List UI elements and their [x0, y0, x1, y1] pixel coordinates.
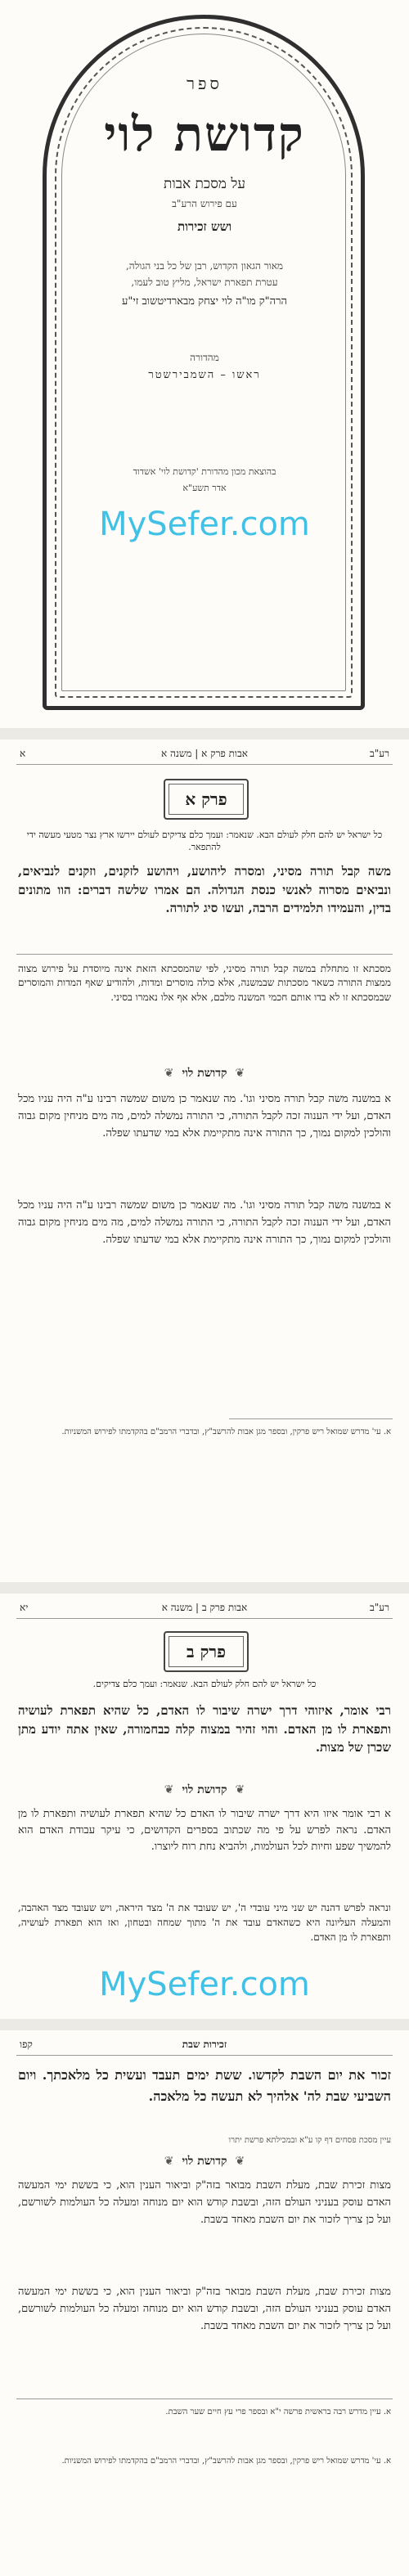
footnote-rule: [16, 2398, 393, 2399]
watermark-middle: MySefer.com: [99, 1966, 310, 2003]
subtitle-1: על מסכת אבות: [164, 176, 245, 192]
header-right: רע"ב: [370, 748, 389, 759]
header-rule: [16, 764, 393, 765]
mishna-text: רבי אומר, איזוהי דרך ישרה שיבור לו האדם, כל שהיא תפארת לעושיה ותפארת לו מן האדם. והוי זהיר במצוה קלה כבחמורה, שאין אתה יודע מתן שכרן של מצות.: [18, 1703, 391, 1755]
page-zechirat-shabbat: [0, 2030, 409, 2576]
mishna-text: זכור את יום השבת לקדשו. ששת ימים תעבד ועשית כל מלאכתך. ויום השביעי שבת לה' אלהיך לא תעשה כל מלאכה.: [18, 2067, 391, 2104]
footnote: א. עיין מדרש רבה בראשית פרשה י"א ובספר פרי עץ חיים שער השבת.: [165, 2407, 391, 2416]
page-avot-chapter-1: [0, 740, 409, 1582]
footnote-continued: א. עי' מדרש שמואל ריש פרקין, ובספר מגן אבות להרשב"ץ, ובדברי הרמב"ם בהקדמתו לפירוש המשניות.: [61, 2457, 391, 2466]
title-page: [0, 0, 409, 728]
intro-verse: כל ישראל יש להם חלק לעולם הבא. שנאמר: ועמך כלם צדיקים.: [92, 1679, 317, 1689]
watermark-top: MySefer.com: [99, 506, 310, 543]
mishna-text: משה קבל תורה מסיני, ומסרה ליהושע, ויהושע לזקנים, וזקנים לנביאים, ונביאים מסרוה לאנשי כנסת הגדולה. הם אמרו שלשה דברים: הוו מתונים בדין, והעמידו תלמידים הרבה, ועשו סיג לתורה.: [18, 864, 391, 915]
author-line-3: הרה"ק מו"ה לוי יצחק מבארדיטשוב זי"ע: [122, 295, 287, 308]
page-separator: [0, 1582, 409, 1594]
sefer-label: ספר: [187, 74, 222, 93]
edition-place: ראשו – השמבירשטר: [148, 369, 261, 381]
intro-verse: כל ישראל יש להם חלק לעולם הבא. שנאמר: ועמך כלם צדיקים לעולם יירשו ארץ נצר מטעי מעשה ידי להתפאר.: [26, 829, 383, 852]
kedushat-levi-text: א במשנה משה קבל תורה מסיני וגו'. מה שנאמר כן משום שמשה רבינו ע"ה היה עניו מכל האדם, ועל ידי הענוה זכה לקבל התורה, כי התורה נמשלה למים, מה מים מניחין מקום גבוה והולכין למקום נמוך, כך התורה אינה מתקיימת אלא במי שדעתו שפלה.: [18, 1093, 391, 1140]
header-page-number: א: [20, 748, 26, 759]
header-center: זכירות שבת: [182, 2039, 227, 2050]
kedushat-levi-text: א רבי אומר איזו היא דרך ישרה שיבור לו האדם כל שהיא תפארת לעושיה ותפארת לו מן האדם. נראה לפרש על פי מה שכתוב בספרים הקדושים, כי עיקר עבודת האדם הוא להמשיך שפע וחיות לכל העולמות, ולהביא נחת רוח ליוצרו.: [18, 1808, 391, 1854]
author-line-1: מאור הגאון הקדוש, רבן של כל בני הגולה,: [125, 260, 284, 272]
author-line-2: עטרת תפארת ישראל, מליץ טוב לעמו,: [131, 276, 278, 288]
header-center: אבות פרק ב | משנה א: [161, 1602, 248, 1613]
bartenura-commentary: מסכתא זו מתחלת במשה קבל תורה מסיני, לפי שהמסכתא הזאת אינה מיוסדת על פירוש מצוה ממצות התורה כשאר מסכתות שבמשנה, אלא כולה מוסרים ומדות, ולהודיע שאף המדות והמוסרים שבמסכתא זו לא בדו אותם חכמי המשנה מלבם, אלא אף אלו נאמרו בסיני.: [18, 963, 391, 1003]
mishna-rule: [16, 954, 393, 955]
subtitle-2: עם פירוש הרע"ב: [172, 198, 237, 209]
publication-year: אדר תשע"א: [182, 483, 227, 493]
header-center: אבות פרק א | משנה א: [161, 748, 248, 759]
page-separator: [0, 2019, 409, 2030]
header-right: רע"ב: [370, 1602, 389, 1613]
publisher: בהוצאת מכון מהדורת 'קדושת לוי' אשדוד: [133, 466, 276, 477]
footnote-rule: [229, 1418, 393, 1419]
chapter-heading: פרק א: [164, 779, 249, 820]
page-avot-chapter-2: [0, 1594, 409, 2019]
section-heading: ❦ קדושת לוי ❦: [0, 1783, 409, 1797]
header-rule: [16, 1618, 393, 1619]
book-title: קדושת לוי: [104, 106, 305, 162]
header-page-number: קפו: [20, 2039, 33, 2050]
header-rule: [16, 2055, 393, 2056]
kedushat-levi-text-continued: א במשנה משה קבל תורה מסיני וגו'. מה שנאמר כן משום שמשה רבינו ע"ה היה עניו מכל האדם, ועל ידי הענוה זכה לקבל התורה, כי התורה נמשלה למים, מה מים מניחין מקום גבוה והולכין למקום נמוך, כך התורה אינה מתקיימת אלא במי שדעתו שפלה.: [18, 1199, 391, 1246]
subtitle-3: ושש זכירות: [177, 219, 232, 234]
page-separator: [0, 728, 409, 740]
kedushat-levi-text-continued: מצות זכירת שבת, מעלת השבת מבואר בזה"ק וביאור הענין הוא, כי בששת ימי המעשה האדם עוסק בעניני העולם הזה, ובשבת קודש הוא יום מנוחה ומעלה כל העולמות לשורשם, ועל כן צריך לזכור את יום השבת מאחד בשבת.: [18, 2286, 391, 2332]
section-heading: ❦ קדושת לוי ❦: [0, 1067, 409, 1081]
source-reference: עיין מסכת פסחים דף קו ע"א ובמכילתא פרשת יתרו: [228, 2136, 391, 2145]
kedushat-levi-text: מצות זכירת שבת, מעלת השבת מבואר בזה"ק וביאור הענין הוא, כי בששת ימי המעשה האדם עוסק בעניני העולם הזה, ובשבת קודש הוא יום מנוחה ומעלה כל העולמות לשורשם, ועל כן צריך לזכור את יום השבת מאחד בשבת.: [18, 2179, 391, 2226]
kedushat-levi-commentary: ונראה לפרש דהנה יש שני מיני עובדי ה', יש שעובד את ה' מצד היראה, ויש שעובד מצד האהבה, והמעלה העליונה היא כשהאדם עובד את ה' מתוך שמחה ובטחון, ואז הוא תפארת לעושיה, ותפארת לו מן האדם.: [18, 1902, 391, 1943]
footnote: א. עי' מדרש שמואל ריש פרקין, ובספר מגן אבות להרשב"ץ, ובדברי הרמב"ם בהקדמתו לפירוש המשניות.: [61, 1427, 391, 1436]
section-heading: ❦ קדושת לוי ❦: [0, 2155, 409, 2169]
header-page-number: יא: [20, 1602, 29, 1613]
chapter-heading: פרק ב: [164, 1631, 249, 1672]
edition-label: מהדורה: [190, 352, 219, 363]
